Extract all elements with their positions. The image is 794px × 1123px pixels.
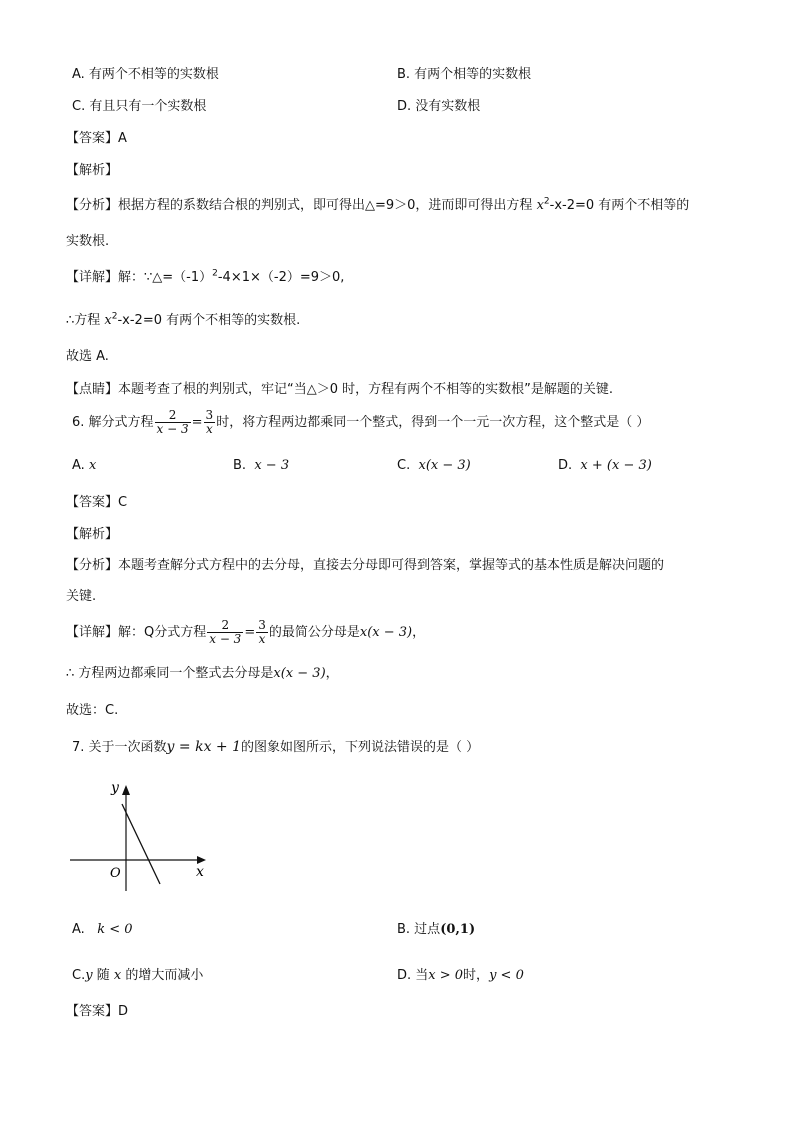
q7-function: y = kx + 1	[166, 739, 242, 755]
q6-fenxi-line1: 【分析】本题考查解分式方程中的去分母，直接去分母即可得到答案，掌握等式的基本性质是解决问题的	[66, 558, 665, 573]
q5-detail-line: 【详解】解：$\because\triangle=(-1)^2-4\times 1\times(-2)=9>0$,	[66, 268, 345, 285]
q6-jiexi: 【解析】	[66, 527, 119, 542]
q5-fenxi-text-b: -x-2=0 有两个不相等的	[549, 198, 690, 213]
graph-function-line	[122, 804, 160, 884]
q7-option-c: C.y 随 x 的增大而减小	[72, 968, 204, 983]
graph-label-x: x	[196, 864, 204, 880]
q6-detail-text-a: 【详解】解：Q分式方程	[66, 625, 207, 640]
graph-label-origin: O	[110, 866, 121, 881]
q6-choose: 故选：C.	[66, 703, 119, 718]
q5-detail-text-b: -4×1×（-2）=9＞0,	[217, 270, 345, 285]
q7-stem-text-a: 7. 关于一次函数	[72, 740, 167, 755]
q5-option-b: B. 有两个相等的实数根	[397, 67, 532, 82]
q6-fenxi-line2: 关键.	[66, 589, 97, 604]
q6-option-b: B. x − 3	[233, 458, 290, 473]
q6-fraction-right: $\frac{3}{x}$	[205, 408, 214, 436]
q5-jiexi: 【解析】	[66, 163, 119, 178]
q5-conc-text-a: ∴方程	[66, 313, 105, 328]
q5-conc-text-b: -x-2=0 有两个不相等的实数根.	[117, 313, 301, 328]
q5-fenxi-var-x: x	[536, 198, 544, 213]
q6-stem-text-b: 时，将方程两边都乘同一个整式，得到一个一元一次方程，这个整式是（ ）	[216, 415, 650, 430]
q5-option-c: C. 有且只有一个实数根	[72, 99, 207, 114]
graph-x-arrow	[197, 856, 206, 864]
q6-stem	[72, 406, 649, 440]
q6-detail-expr: x(x − 3)	[359, 625, 413, 640]
graph-y-arrow	[122, 785, 130, 795]
q5-option-a: A. 有两个不相等的实数根	[72, 67, 219, 82]
q7-answer: 【答案】D	[66, 1004, 129, 1019]
q7-option-a: A. k < 0	[72, 922, 133, 937]
q7-option-d: D. 当x > 0时，y < 0	[397, 968, 524, 983]
q5-conclusion: ∴方程 $x^2-x-2=0$ 有两个不相等的实数根.	[66, 311, 301, 328]
q5-dianjing: 【点睛】本题考查了根的判别式，牢记“当△＞0 时，方程有两个不相等的实数根”是解题的关键.	[66, 382, 614, 397]
q6-option-c: C. x(x − 3)	[397, 458, 471, 473]
q7-option-b: B. 过点(0,1)	[397, 922, 476, 937]
q6-conc-text-a: ∴ 方程两边都乘同一个整式去分母是	[66, 666, 274, 681]
q6-option-d: D. x + (x − 3)	[558, 458, 652, 473]
q6-conc-expr: x(x − 3)	[273, 666, 326, 681]
q6-detail-text-b: 的最简公分母是	[268, 625, 360, 640]
q7-stem	[72, 738, 479, 757]
q5-fenxi-line1: 【分析】根据方程的系数结合根的判别式，即可得出△=9＞0，进而即可得出方程 $x^2-x-2=0$ 有两个不相等的	[66, 196, 690, 213]
q6-conclusion: ∴ 方程两边都乘同一个整式去分母是x(x − 3)，	[66, 666, 339, 681]
q5-fenxi-line2: 实数根.	[66, 234, 110, 249]
q6-answer: 【答案】C	[66, 495, 128, 510]
q5-detail-text-a: 【详解】解：∵△=（-1）	[66, 270, 213, 285]
q5-option-d: D. 没有实数根	[397, 99, 481, 114]
q6-stem-text-a: 6. 解分式方程	[72, 415, 154, 430]
q5-answer: 【答案】A	[66, 131, 127, 146]
q6-detail-fraction-left: $\frac{2}{x - 3}$	[209, 618, 242, 646]
q6-detail-line: 【详解】解：Q分式方程 $\frac{2}{x - 3}$ = $\frac{3}{x}$ 的最简公分母是x(x − 3)，	[66, 618, 426, 646]
q6-equals: =	[191, 415, 203, 430]
q7-stem-text-b: 的图象如图所示，下列说法错误的是（ ）	[241, 740, 480, 755]
q7-function-graph	[66, 776, 216, 891]
q6-option-a: A. x	[72, 458, 97, 473]
q6-fraction-left: $\frac{2}{x - 3}$	[156, 408, 189, 436]
q5-fenxi-text-a: 【分析】根据方程的系数结合根的判别式，即可得出△=9＞0，进而即可得出方程	[66, 198, 537, 213]
q5-conc-var-x: x	[104, 313, 112, 328]
q5-choose: 故选 A.	[66, 349, 109, 364]
q6-detail-fraction-right: $\frac{3}{x}$	[258, 618, 266, 646]
graph-label-y: y	[111, 780, 119, 796]
